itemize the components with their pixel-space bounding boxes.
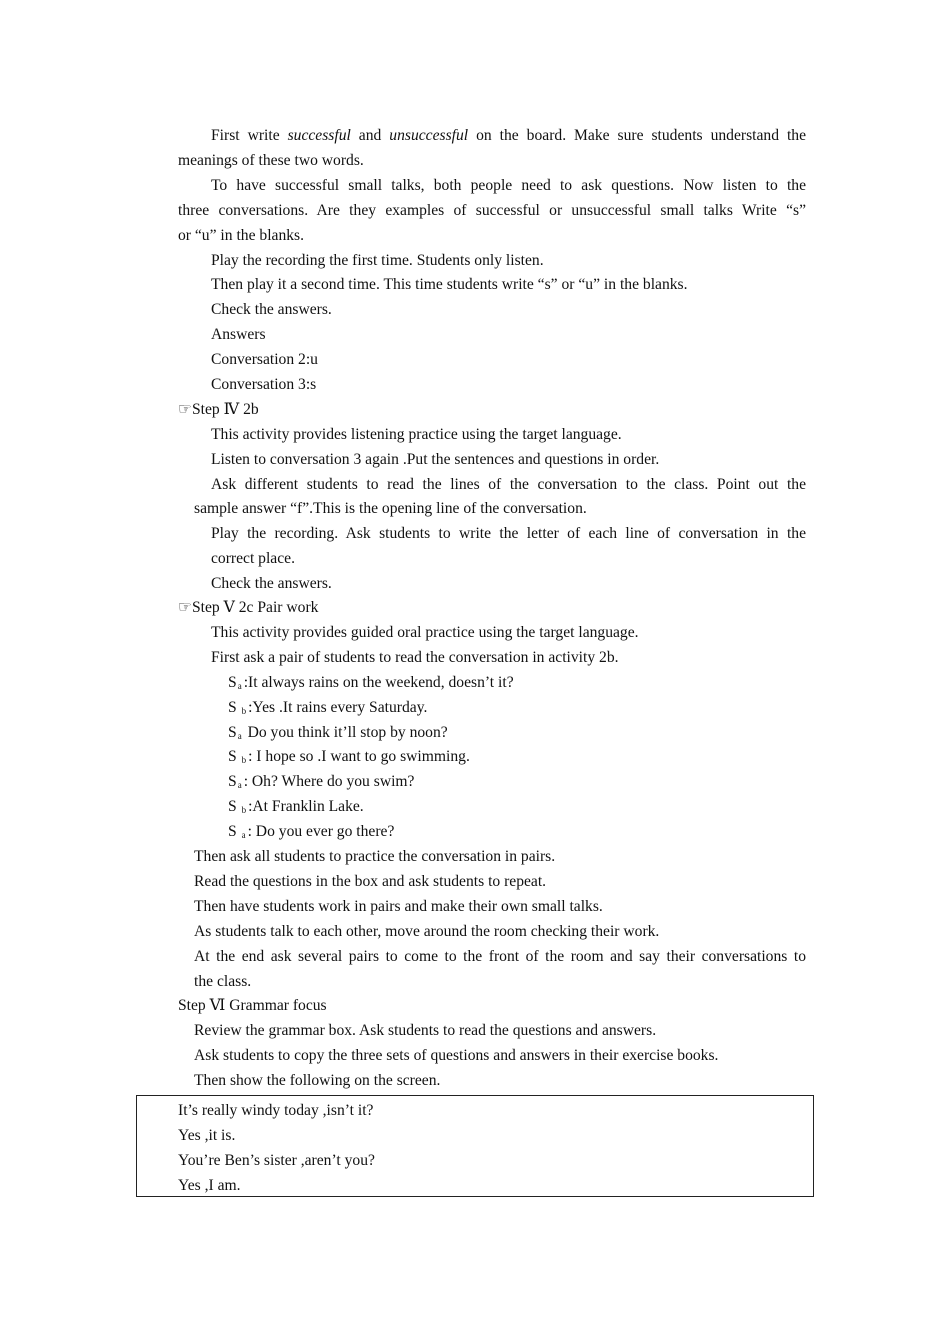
paragraph-line: [211, 126, 806, 146]
paragraph-line: [194, 947, 806, 967]
speaker-subscript: a: [237, 731, 242, 741]
dialog-line: [228, 673, 514, 696]
paragraph-line: [211, 325, 266, 345]
text: Conversation 3:s: [211, 376, 317, 393]
text: or “u” in the blanks.: [178, 227, 305, 244]
dialog-line: [228, 822, 394, 845]
speaker-subscript: a: [237, 681, 242, 691]
text: To have successful small talks, both people need to ask questions. Now listen to the: [211, 177, 806, 194]
paragraph-line: [211, 350, 318, 370]
dialog-line: [228, 698, 427, 721]
paragraph-line: [211, 524, 806, 544]
speaker: S: [228, 748, 241, 765]
text: This activity provides guided oral practice using the target language.: [211, 624, 639, 641]
paragraph-line: [194, 872, 546, 892]
text: Yes ,I am.: [178, 1177, 241, 1194]
text: on the board. Make sure students understand the: [468, 127, 807, 144]
text: :Yes .It rains every Saturday.: [248, 699, 428, 716]
speaker: S: [228, 674, 237, 691]
text: meanings of these two words.: [178, 152, 364, 169]
dialog-line: [228, 723, 448, 746]
text: Ask students to copy the three sets of questions and answers in their exercise books.: [194, 1047, 719, 1064]
text: Answers: [211, 326, 266, 343]
paragraph-line: [194, 1071, 440, 1091]
text: Check the answers.: [211, 575, 332, 592]
text: Check the answers.: [211, 301, 332, 318]
step-heading: [178, 598, 318, 618]
paragraph-line: [211, 450, 659, 470]
paragraph-line: [211, 574, 332, 594]
text: You’re Ben’s sister ,aren’t you?: [178, 1152, 375, 1169]
text: Do you think it’ll stop by noon?: [243, 724, 448, 741]
text: :It always rains on the weekend, doesn’t it?: [243, 674, 514, 691]
speaker-subscript: b: [241, 706, 247, 716]
paragraph-line: [211, 475, 806, 495]
text: Read the questions in the box and ask students to repeat.: [194, 873, 547, 890]
speaker-subscript: b: [241, 805, 247, 815]
text: Review the grammar box. Ask students to read the questions and answers.: [194, 1022, 657, 1039]
paragraph-line: [178, 201, 806, 221]
text: correct place.: [211, 550, 295, 567]
speaker: S: [228, 773, 237, 790]
text: As students talk to each other, move around the room checking their work.: [194, 923, 660, 940]
text: This activity provides listening practice using the target language.: [211, 426, 622, 443]
text: At the end ask several pairs to come to the front of the room and say their conversations to: [194, 948, 806, 965]
paragraph-line: [211, 425, 622, 445]
text: Then play it a second time. This time students write “s” or “u” in the blanks.: [211, 276, 688, 293]
text: Yes ,it is.: [178, 1127, 236, 1144]
paragraph-line: [194, 897, 603, 917]
step-heading: [178, 400, 259, 420]
text: ☞Step Ⅴ 2c Pair work: [178, 599, 319, 616]
italic-term: successful: [287, 127, 351, 144]
text: : I hope so .I want to go swimming.: [248, 748, 470, 765]
dialog-line: [228, 772, 414, 795]
example-line: [178, 1151, 375, 1171]
text: Step Ⅵ Grammar focus: [178, 997, 327, 1014]
paragraph-line: [211, 549, 295, 569]
text: : Do you ever go there?: [247, 823, 395, 840]
paragraph-line: [211, 300, 332, 320]
text: three conversations. Are they examples of successful or unsuccessful small talks Write “s”: [178, 202, 806, 219]
dialog-line: [228, 747, 470, 770]
paragraph-line: [211, 648, 619, 668]
speaker-subscript: a: [241, 830, 246, 840]
speaker: S: [228, 798, 241, 815]
text: Play the recording. Ask students to write the letter of each line of conversation in the: [211, 525, 806, 542]
paragraph-line: [211, 623, 639, 643]
text: Then ask all students to practice the conversation in pairs.: [194, 848, 556, 865]
speaker: S: [228, 823, 241, 840]
paragraph-line: [211, 251, 544, 271]
text: and: [350, 127, 390, 144]
speaker-subscript: b: [241, 755, 247, 765]
text: the class.: [194, 973, 252, 990]
paragraph-line: [178, 226, 304, 246]
text: :At Franklin Lake.: [248, 798, 364, 815]
dialog-line: [228, 797, 364, 820]
paragraph-line: [194, 972, 251, 992]
paragraph-line: [194, 1046, 718, 1066]
text: Then have students work in pairs and make their own small talks.: [194, 898, 603, 915]
text: : Oh? Where do you swim?: [243, 773, 415, 790]
paragraph-line: [211, 375, 316, 395]
text: sample answer “f”.This is the opening line of the conversation.: [194, 500, 587, 517]
paragraph-line: [194, 922, 659, 942]
paragraph-line: [194, 847, 555, 867]
example-line: [178, 1101, 373, 1121]
text: It’s really windy today ,isn’t it?: [178, 1102, 374, 1119]
paragraph-line: [194, 499, 587, 519]
paragraph-line: [178, 151, 364, 171]
text: Conversation 2:u: [211, 351, 318, 368]
text: First write: [211, 127, 288, 144]
text: Ask different students to read the lines of the conversation to the class. Point out the: [211, 476, 806, 493]
speaker: S: [228, 699, 241, 716]
text: First ask a pair of students to read the conversation in activity 2b.: [211, 649, 619, 666]
text: Listen to conversation 3 again .Put the sentences and questions in order.: [211, 451, 660, 468]
text: Play the recording the first time. Students only listen.: [211, 252, 544, 269]
example-box: [136, 1095, 814, 1197]
step-heading: [178, 996, 327, 1016]
paragraph-line: [211, 176, 806, 196]
paragraph-line: [194, 1021, 656, 1041]
speaker-subscript: a: [237, 780, 242, 790]
example-line: [178, 1176, 241, 1196]
text: Then show the following on the screen.: [194, 1072, 441, 1089]
speaker: S: [228, 724, 237, 741]
example-line: [178, 1126, 235, 1146]
text: ☞Step Ⅳ 2b: [178, 401, 259, 418]
paragraph-line: [211, 275, 688, 295]
italic-term: unsuccessful: [389, 127, 469, 144]
